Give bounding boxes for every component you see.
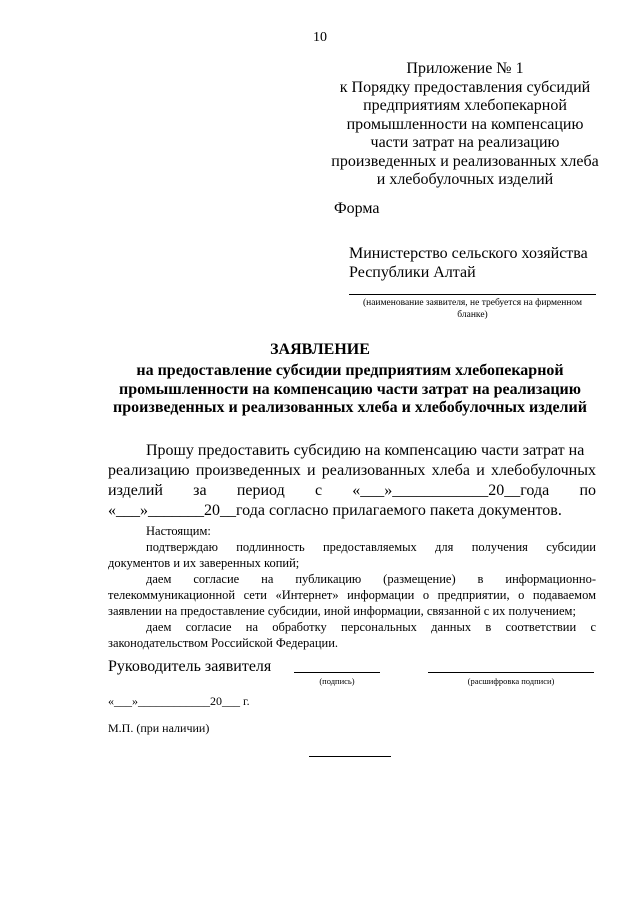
recipient-note-line-1: (наименование заявителя, не требуется на фирменном <box>362 298 583 308</box>
consent-item-1: подтверждаю подлинность предоставляемых для получения субсидии <box>146 540 596 554</box>
period-word: по <box>579 482 596 499</box>
consent-item-3-cont: законодательством Российской Федерации. <box>108 636 339 650</box>
period-start-date-field[interactable]: «___»____________20__года <box>352 482 550 499</box>
consent-item-3: даем согласие на обработку персональных данных в соответствии с <box>146 620 596 634</box>
subtitle-line: произведенных и реализованных хлеба и хлебобулочных изделий <box>113 399 587 416</box>
subtitle-line: на предоставление субсидии предприятиям хлебопекарной <box>136 362 564 379</box>
footer-divider <box>309 756 391 757</box>
period-word: изделий <box>108 482 163 499</box>
consent-item-2-cont: заявлении на предоставление субсидии, иной информации, связанной с их получением; <box>108 604 576 618</box>
period-word: период <box>236 482 285 499</box>
period-word: с <box>314 482 323 499</box>
recipient-fill-line[interactable] <box>349 294 596 295</box>
body-line-2 <box>108 461 596 481</box>
signature-label: Руководитель заявителя <box>108 658 272 675</box>
appendix-line: Приложение № 1 <box>406 60 524 77</box>
stamp-note: М.П. (при наличии) <box>108 721 210 735</box>
page-number: 10 <box>313 30 327 45</box>
consent-block <box>108 523 596 651</box>
recipient-note-line-2: бланке) <box>457 310 488 320</box>
body-line-3 <box>108 481 596 501</box>
subtitle-line: промышленности на компенсацию части затрат на реализацию <box>119 380 581 398</box>
signature-decode-field[interactable] <box>428 672 594 673</box>
signature-field[interactable] <box>294 672 380 673</box>
appendix-line: к Порядку предоставления субсидий <box>339 78 591 96</box>
consent-intro: Настоящим: <box>146 524 211 538</box>
consent-item-2-cont: телекоммуникационной сети «Интернет» информации о предприятии, о подаваемом <box>108 588 596 602</box>
appendix-line: и хлебобулочных изделий <box>376 171 554 188</box>
document-title: ЗАЯВЛЕНИЕ <box>270 341 370 358</box>
signature-decode-caption: (расшифровка подписи) <box>467 676 555 686</box>
recipient-block <box>349 244 588 282</box>
appendix-line: предприятиям хлебопекарной <box>363 97 567 114</box>
appendix-line: произведенных и реализованных хлеба <box>331 152 599 170</box>
period-word: за <box>193 482 207 499</box>
period-end-date-field[interactable]: «___»_______20__года согласно прилагаемого пакета документов. <box>108 502 562 519</box>
signature-caption: (подпись) <box>319 676 355 686</box>
consent-item-2: даем согласие на публикацию (размещение) в информационно- <box>146 572 596 586</box>
body-line-1: Прошу предоставить субсидию на компенсацию части затрат на <box>146 442 585 459</box>
body-line-2-text: реализацию произведенных и реализованных хлеба и хлебобулочных <box>108 462 596 479</box>
appendix-line: промышленности на компенсацию <box>346 115 584 133</box>
recipient-note <box>349 297 596 321</box>
appendix-header <box>330 60 600 190</box>
document-subtitle <box>100 362 600 418</box>
request-paragraph <box>108 441 596 521</box>
consent-item-1-cont: документов и их заверенных копий; <box>108 556 300 570</box>
recipient-line-2: Республики Алтай <box>349 264 476 281</box>
recipient-line-1: Министерство сельского хозяйства <box>349 245 588 262</box>
appendix-line: части затрат на реализацию <box>370 134 560 151</box>
date-field[interactable]: «___»____________20___ г. <box>108 694 250 708</box>
form-label: Форма <box>334 200 380 217</box>
